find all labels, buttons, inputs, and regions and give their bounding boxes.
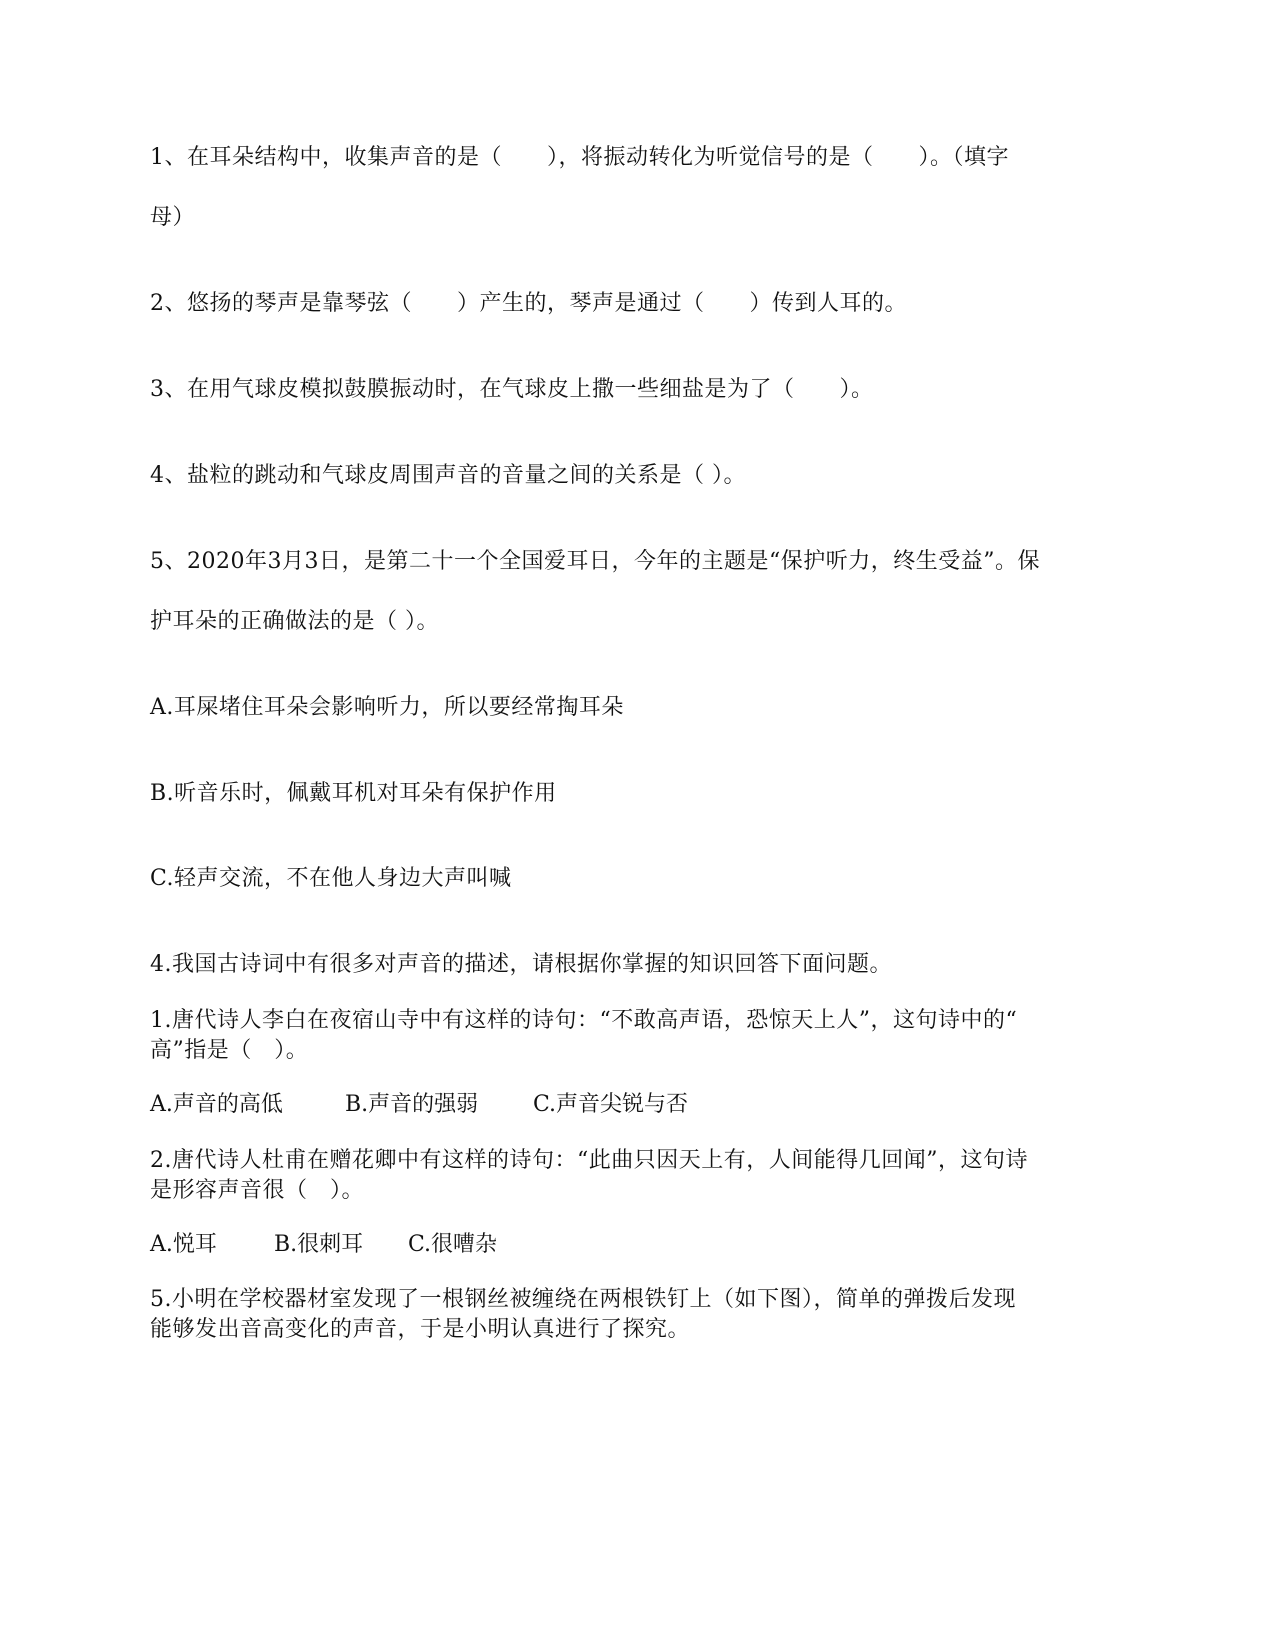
question-1-line-2: 母） (150, 205, 196, 230)
sub1-option-a: A.声音的高低 (150, 1092, 283, 1117)
sub2-option-c: C.很嘈杂 (408, 1232, 498, 1257)
question-3: 3、在用气球皮模拟鼓膜振动时，在气球皮上撒一些细盐是为了（ ）。 (150, 377, 874, 402)
section-5-line-2: 能够发出音高变化的声音，于是小明认真进行了探究。 (150, 1317, 691, 1342)
sub2-option-b: B.很刺耳 (274, 1232, 364, 1257)
question-5-line-2: 护耳朵的正确做法的是（ ）。 (150, 609, 439, 634)
section-4-sub1-options (150, 1090, 688, 1120)
section-4-sub1-line-1: 1.唐代诗人李白在夜宿山寺中有这样的诗句：“不敢高声语，恐惊天上人”，这句诗中的“ (150, 1008, 1018, 1033)
sub1-option-b: B.声音的强弱 (345, 1092, 479, 1117)
question-5-option-c: C.轻声交流，不在他人身边大声叫喊 (150, 866, 512, 891)
question-5-option-a: A.耳屎堵住耳朵会影响听力，所以要经常掏耳朵 (150, 695, 624, 720)
question-5-line-1: 5、2020年3月3日，是第二十一个全国爱耳日，今年的主题是“保护听力，终生受益”。保 (150, 549, 1040, 574)
sub2-option-a: A.悦耳 (150, 1232, 217, 1257)
question-1-line-1: 1、在耳朵结构中，收集声音的是（ ），将振动转化为听觉信号的是（ ）。（填字 (150, 145, 1010, 170)
section-5-line-1: 5.小明在学校器材室发现了一根钢丝被缠绕在两根铁钉上（如下图），简单的弹拨后发现 (150, 1287, 1016, 1312)
question-2: 2、悠扬的琴声是靠琴弦（ ）产生的，琴声是通过（ ）传到人耳的。 (150, 291, 907, 316)
section-4-heading: 4.我国古诗词中有很多对声音的描述，请根据你掌握的知识回答下面问题。 (150, 952, 892, 977)
sub1-option-c: C.声音尖锐与否 (533, 1092, 689, 1117)
section-4-sub2-options (150, 1230, 497, 1260)
section-4-sub2-line-1: 2.唐代诗人杜甫在赠花卿中有这样的诗句：“此曲只因天上有，人间能得几回闻”，这句诗 (150, 1148, 1028, 1173)
question-5-option-b: B.听音乐时，佩戴耳机对耳朵有保护作用 (150, 781, 557, 806)
question-4: 4、盐粒的跳动和气球皮周围声音的音量之间的关系是（ ）。 (150, 463, 746, 488)
section-4-sub1-line-2: 高”指是（ ）。 (150, 1038, 309, 1063)
section-4-sub2-line-2: 是形容声音很（ ）。 (150, 1178, 365, 1203)
